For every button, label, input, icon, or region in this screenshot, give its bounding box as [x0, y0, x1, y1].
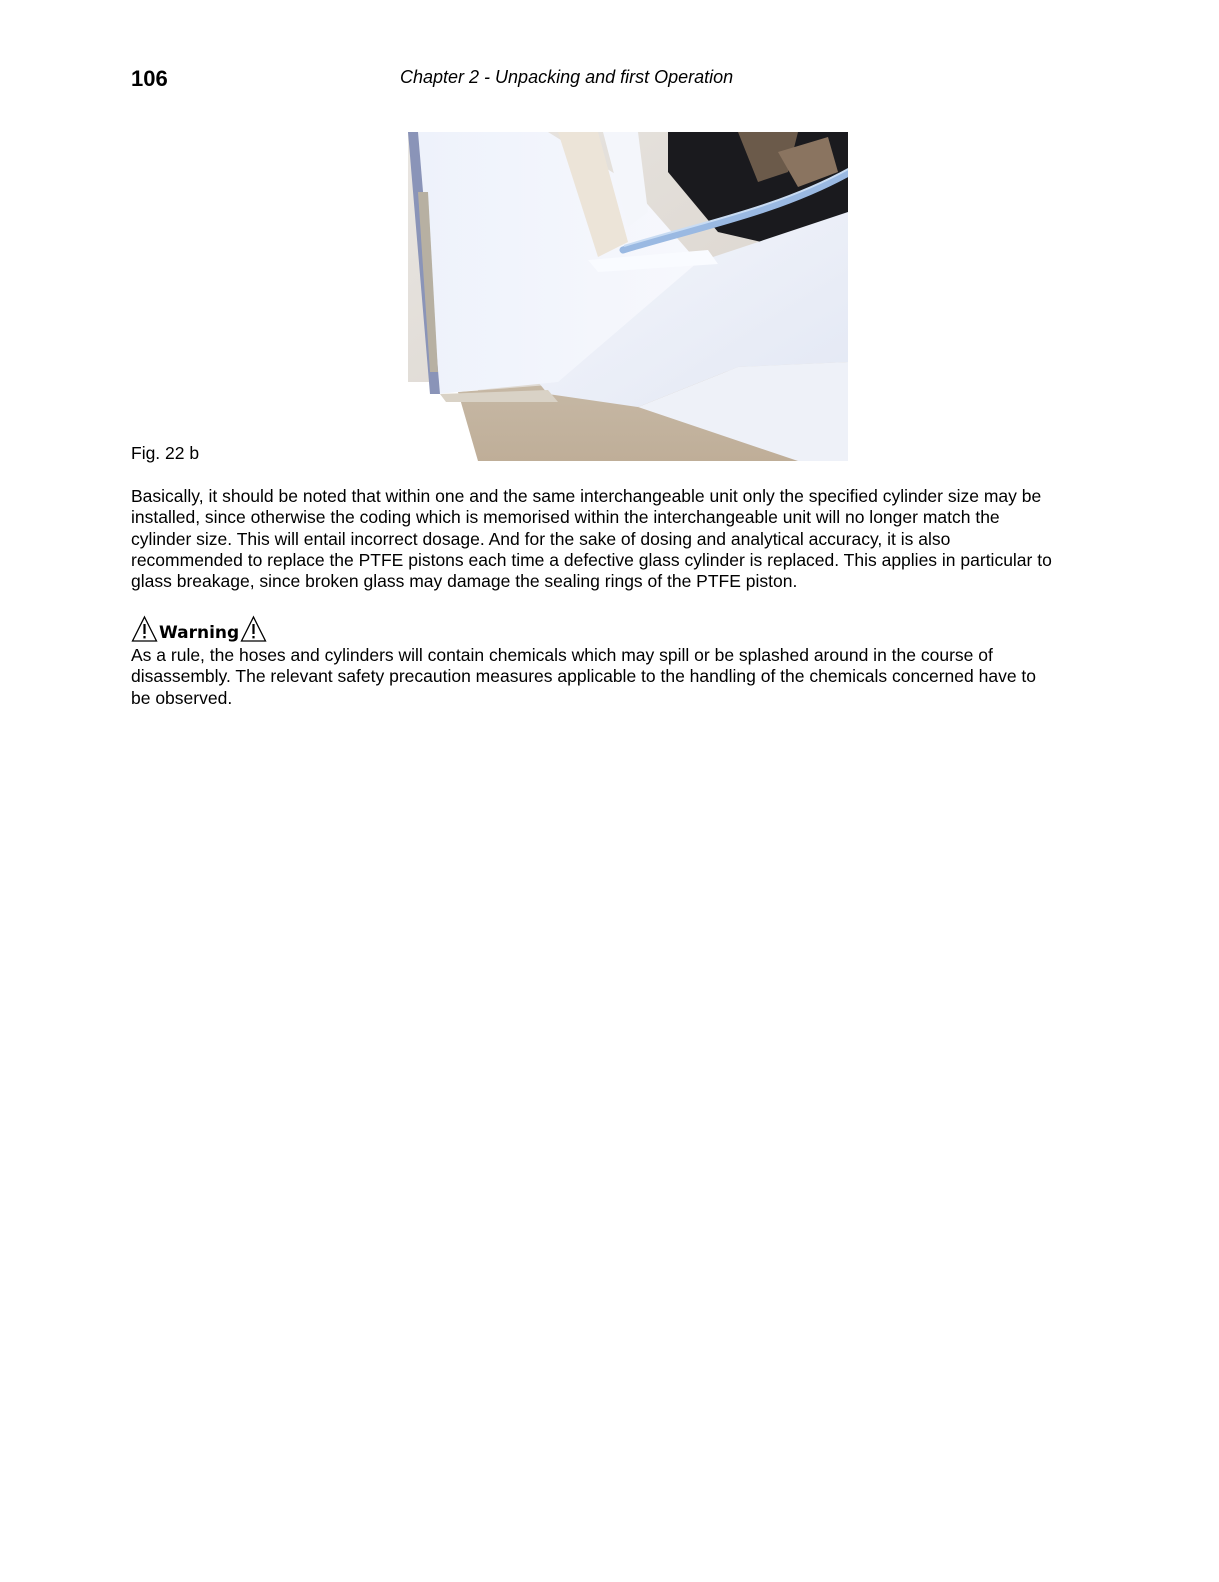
body-paragraph: Basically, it should be noted that within one and the same interchangeable unit only the specified cylinder size may be installed, since otherwise the coding which is memorised within the interchangeable unit will no longer match the cylinder size. This will entail incorrect dosage. And for the sake of dosing and analytical accuracy, it is also recommended to replace the PTFE pistons each time a defective glass cylinder is replaced. This applies in particular to glass breakage, since broken glass may damage the sealing rings of the PTFE piston. — [131, 486, 1052, 592]
warning-triangle-icon — [131, 615, 158, 643]
warning-paragraph: As a rule, the hoses and cylinders will contain chemicals which may spill or be splashed around in the course of disassembly. The relevant safety precaution measures applicable to the handling of the chemicals concerned have to be observed. — [131, 645, 1037, 708]
warning-triangle-icon — [240, 615, 267, 643]
warning-label: Warning — [159, 623, 240, 643]
warning-heading — [131, 613, 267, 643]
chapter-header: Chapter 2 - Unpacking and first Operation — [400, 67, 734, 87]
page-number: 106 — [131, 66, 168, 91]
figure-photo — [398, 132, 848, 461]
figure-caption: Fig. 22 b — [131, 443, 200, 463]
